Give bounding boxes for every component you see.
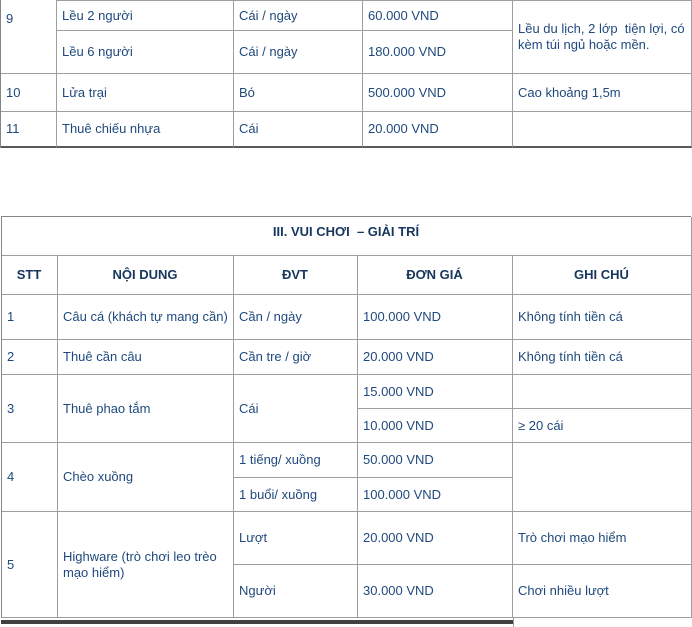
cell-ghi-chu: Không tính tiền cá: [513, 295, 692, 340]
cell-don-gia: 50.000 VND: [358, 443, 513, 478]
cell-dvt: 1 buổi/ xuồng: [234, 478, 358, 512]
cell-noi-dung: Highware (trò chơi leo trèo mạo hiểm): [58, 512, 234, 618]
cell-ghi-chu: [513, 375, 692, 409]
cell-ghi-chu: [513, 443, 692, 512]
cell-ghi-chu: Chơi nhiều lượt: [513, 565, 692, 618]
cell-don-gia: 10.000 VND: [358, 409, 513, 443]
table-title: III. VUI CHƠI – GIẢI TRÍ: [2, 217, 692, 256]
cell-noi-dung: Thuê phao tắm: [58, 375, 234, 443]
cell-dvt: Cần / ngày: [234, 295, 358, 340]
cell-dvt: Cần tre / giờ: [234, 340, 358, 375]
cell-don-gia: 100.000 VND: [358, 295, 513, 340]
cell-noi-dung: Thuê chiếu nhựa: [57, 112, 234, 148]
cell-dvt: Cái: [234, 112, 363, 148]
cell-don-gia: 30.000 VND: [358, 565, 513, 618]
cell-dvt: Cái / ngày: [234, 0, 363, 31]
cell-dvt: Cái / ngày: [234, 31, 363, 74]
cell-stt: 5: [2, 512, 58, 618]
cell-don-gia: 180.000 VND: [363, 31, 513, 74]
cell-dvt: Người: [234, 565, 358, 618]
cell-noi-dung: Thuê cần câu: [58, 340, 234, 375]
cell-noi-dung: Lều 6 người: [57, 31, 234, 74]
cell-stt: 3: [2, 375, 58, 443]
cell-don-gia: 20.000 VND: [358, 512, 513, 565]
cell-stt: 10: [1, 74, 57, 112]
cell-don-gia: 20.000 VND: [358, 340, 513, 375]
column-header-noi-dung: NỘI DUNG: [58, 256, 234, 295]
cell-don-gia: 100.000 VND: [358, 478, 513, 512]
next-table-top-border: [1, 620, 513, 624]
cell-noi-dung: Câu cá (khách tự mang cần): [58, 295, 234, 340]
cell-stt: 2: [2, 340, 58, 375]
column-header-ghi-chu: GHI CHÚ: [513, 256, 692, 295]
cell-noi-dung: Lửa trại: [57, 74, 234, 112]
cell-noi-dung: Chèo xuồng: [58, 443, 234, 512]
cell-stt: 1: [2, 295, 58, 340]
column-header-dvt: ĐVT: [234, 256, 358, 295]
cell-ghi-chu: Không tính tiền cá: [513, 340, 692, 375]
cell-don-gia: 60.000 VND: [363, 0, 513, 31]
cell-dvt: Cái: [234, 375, 358, 443]
column-header-stt: STT: [2, 256, 58, 295]
cell-stt: 9: [1, 0, 57, 74]
cell-ghi-chu: Lều du lịch, 2 lớp tiện lợi, có kèm túi ngủ hoặc mền.: [513, 0, 692, 74]
cell-don-gia: 20.000 VND: [363, 112, 513, 148]
cell-ghi-chu: ≥ 20 cái: [513, 409, 692, 443]
cell-ghi-chu: [513, 112, 692, 148]
cell-dvt: Lượt: [234, 512, 358, 565]
cell-don-gia: 500.000 VND: [363, 74, 513, 112]
column-header-don-gia: ĐƠN GIÁ: [358, 256, 513, 295]
cell-stt: 4: [2, 443, 58, 512]
cell-ghi-chu: Trò chơi mạo hiểm: [513, 512, 692, 565]
column-border-stub: [513, 618, 514, 627]
cell-ghi-chu: Cao khoảng 1,5m: [513, 74, 692, 112]
cell-dvt: Bó: [234, 74, 363, 112]
cell-stt: 11: [1, 112, 57, 148]
cell-dvt: 1 tiếng/ xuồng: [234, 443, 358, 478]
cell-noi-dung: Lều 2 người: [57, 0, 234, 31]
pricing-table-camping: [0, 0, 691, 148]
cell-don-gia: 15.000 VND: [358, 375, 513, 409]
pricing-table-entertainment: [1, 216, 691, 618]
